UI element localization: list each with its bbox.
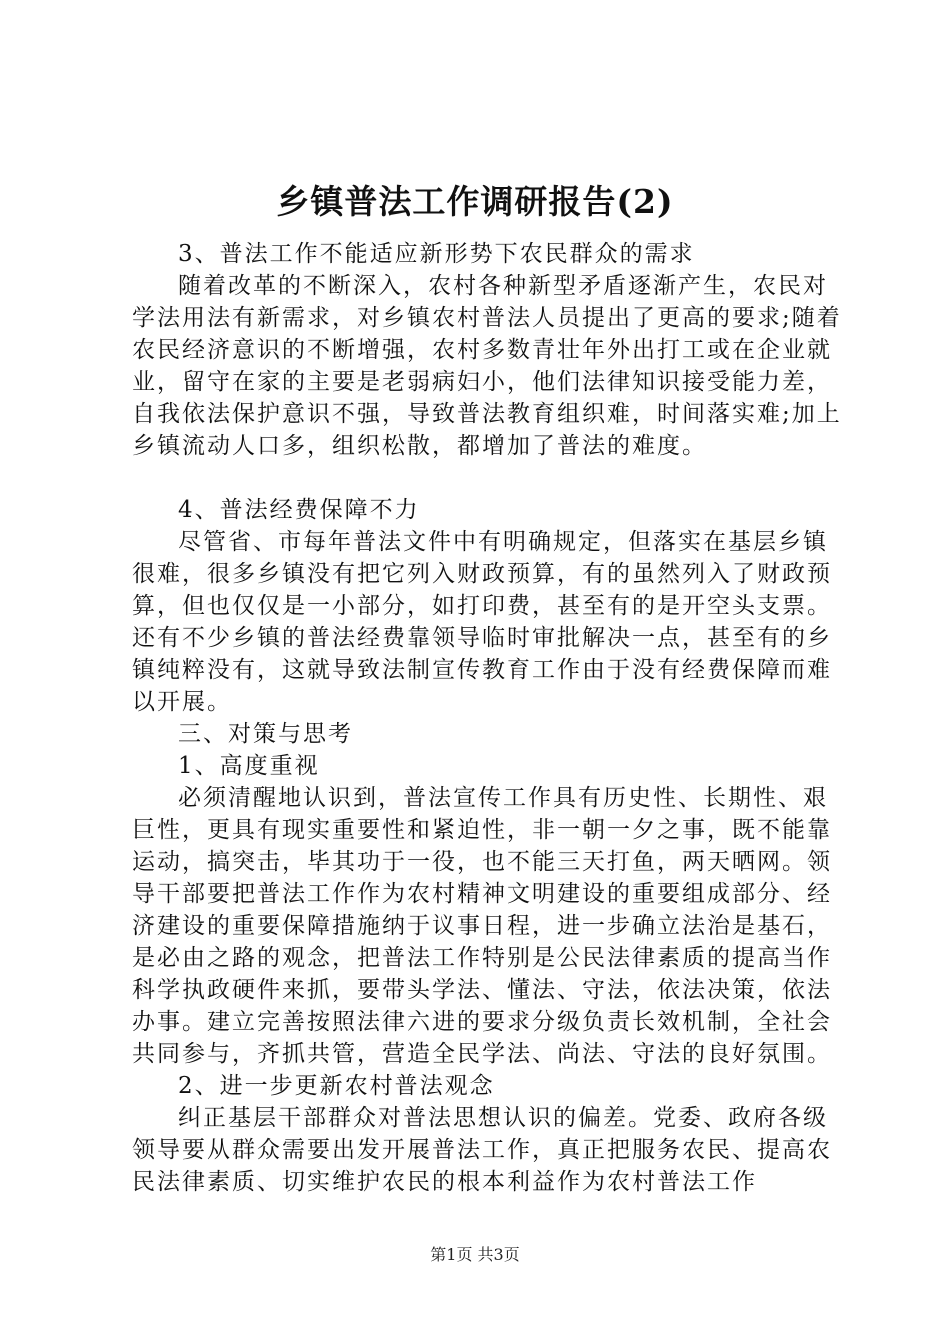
section-heading: 3、普法工作不能适应新形势下农民群众的需求 xyxy=(178,241,695,267)
body-paragraph: 必须清醒地认识到，普法宣传工作具有历史性、长期性、艰巨性，更具有现实重要性和紧迫性，非一朝一夕之事，既不能靠运动，搞突击，毕其功于一役，也不能三天打鱼，两天晒网。领导干部要把普法工作作为农村精神文明建设的重要组成部分、经济建设的重要保障措施纳于议事日程，进一步确立法治是基石，是必由之路的观念，把普法工作特别是公民法律素质的提高当作科学执政硬件来抓，要带头学法、懂法、守法，依法决策，依法办事。建立完善按照法律六进的要求分级负责长效机制，全社会共同参与，齐抓共管，营造全民学法、尚法、守法的良好氛围。 xyxy=(132,785,832,1067)
section-heading: 三、对策与思考 xyxy=(178,721,353,747)
body-paragraph: 随着改革的不断深入，农村各种新型矛盾逐渐产生，农民对学法用法有新需求，对乡镇农村普法人员提出了更高的要求;随着农民经济意识的不断增强，农村多数青壮年外出打工或在企业就业，留守在家的主要是老弱病妇小，他们法律知识接受能力差，自我依法保护意识不强，导致普法教育组织难，时间落实难;加上乡镇流动人口多，组织松散，都增加了普法的难度。 xyxy=(132,273,842,459)
body-paragraph: 纠正基层干部群众对普法思想认识的偏差。党委、政府各级领导要从群众需要出发开展普法工作，真正把服务农民、提高农民法律素质、切实维护农民的根本利益作为农村普法工作 xyxy=(132,1105,832,1195)
document-title: 乡镇普法工作调研报告(2) xyxy=(276,182,674,221)
page-number: 第1页 共3页 xyxy=(430,1245,520,1264)
section-heading: 2、进一步更新农村普法观念 xyxy=(178,1073,495,1099)
section-heading: 4、普法经费保障不力 xyxy=(178,497,420,523)
document-body xyxy=(132,238,852,1198)
body-paragraph: 尽管省、市每年普法文件中有明确规定，但落实在基层乡镇很难，很多乡镇没有把它列入财政预算，有的虽然列入了财政预算，但也仅仅是一小部分，如打印费，甚至有的是开空头支票。还有不少乡镇的普法经费靠领导临时审批解决一点，甚至有的乡镇纯粹没有，这就导致法制宣传教育工作由于没有经费保障而难以开展。 xyxy=(132,529,832,715)
section-heading: 1、高度重视 xyxy=(178,753,320,779)
